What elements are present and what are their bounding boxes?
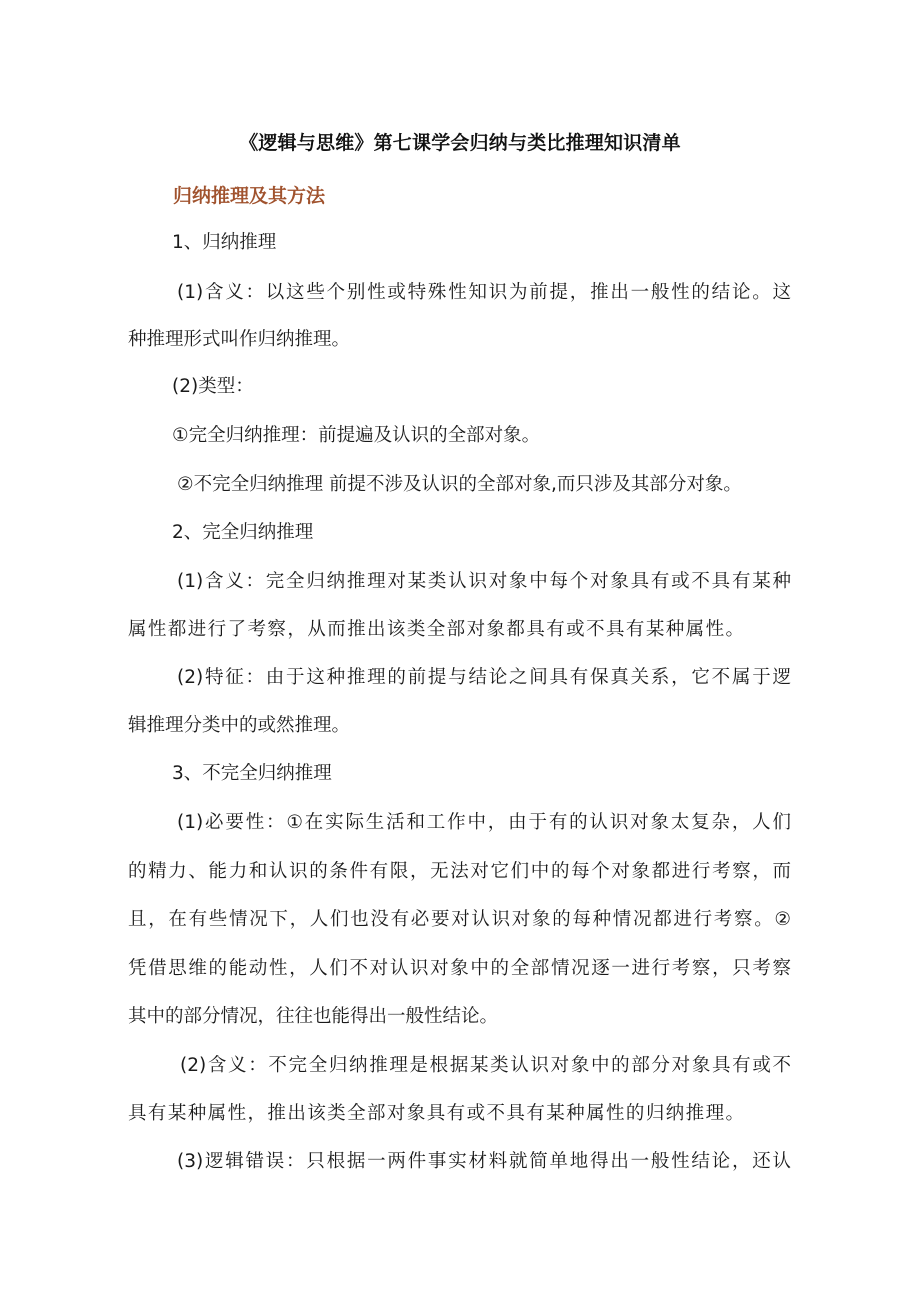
paragraph-line: 其中的部分情况，往往也能得出一般性结论。: [128, 1006, 499, 1027]
paragraph-line: 具有某种属性，推出该类全部对象具有或不具有某种属性的归纳推理。: [128, 1103, 744, 1124]
paragraph-line: (2)含义：不完全归纳推理是根据某类认识对象中的部分对象具有或不: [180, 1055, 791, 1076]
paragraph-line: (2)特征：由于这种推理的前提与结论之间具有保真关系，它不属于逻: [177, 667, 791, 688]
paragraph-line: (2)类型：: [172, 376, 254, 397]
paragraph-line: 种推理形式叫作归纳推理。: [128, 329, 351, 350]
paragraph-line: 的精力、能力和认识的条件有限，无法对它们中的每个对象都进行考察，而: [128, 861, 791, 882]
paragraph-line: 属性都进行了考察，从而推出该类全部对象都具有或不具有某种属性。: [128, 619, 744, 640]
paragraph-line: 辑推理分类中的或然推理。: [128, 715, 351, 736]
paragraph-line: (1)含义：完全归纳推理对某类认识对象中每个对象具有或不具有某种: [177, 571, 791, 592]
paragraph-line: 且，在有些情况下，人们也没有必要对认识对象的每种情况都进行考察。②: [128, 909, 791, 930]
section-heading: 归纳推理及其方法: [173, 185, 326, 207]
paragraph-line: ①完全归纳推理：前提遍及认识的全部对象。: [172, 425, 541, 446]
paragraph-line: 凭借思维的能动性，人们不对认识对象中的全部情况逐一进行考察，只考察: [128, 958, 791, 979]
paragraph-line: (3)逻辑错误：只根据一两件事实材料就简单地得出一般性结论，还认: [177, 1151, 791, 1172]
document-title: 《逻辑与思维》第七课学会归纳与类比推理知识清单: [239, 132, 681, 154]
heading-1: 1、归纳推理: [172, 232, 277, 253]
paragraph-line: (1)必要性：①在实际生活和工作中，由于有的认识对象太复杂，人们: [177, 812, 791, 833]
paragraph-line: ②不完全归纳推理 前提不涉及认识的全部对象,而只涉及其部分对象。: [177, 474, 742, 495]
heading-2: 2、完全归纳推理: [172, 522, 314, 543]
paragraph-line: (1)含义：以这些个别性或特殊性知识为前提，推出一般性的结论。这: [177, 282, 791, 303]
heading-3: 3、不完全归纳推理: [172, 763, 332, 784]
